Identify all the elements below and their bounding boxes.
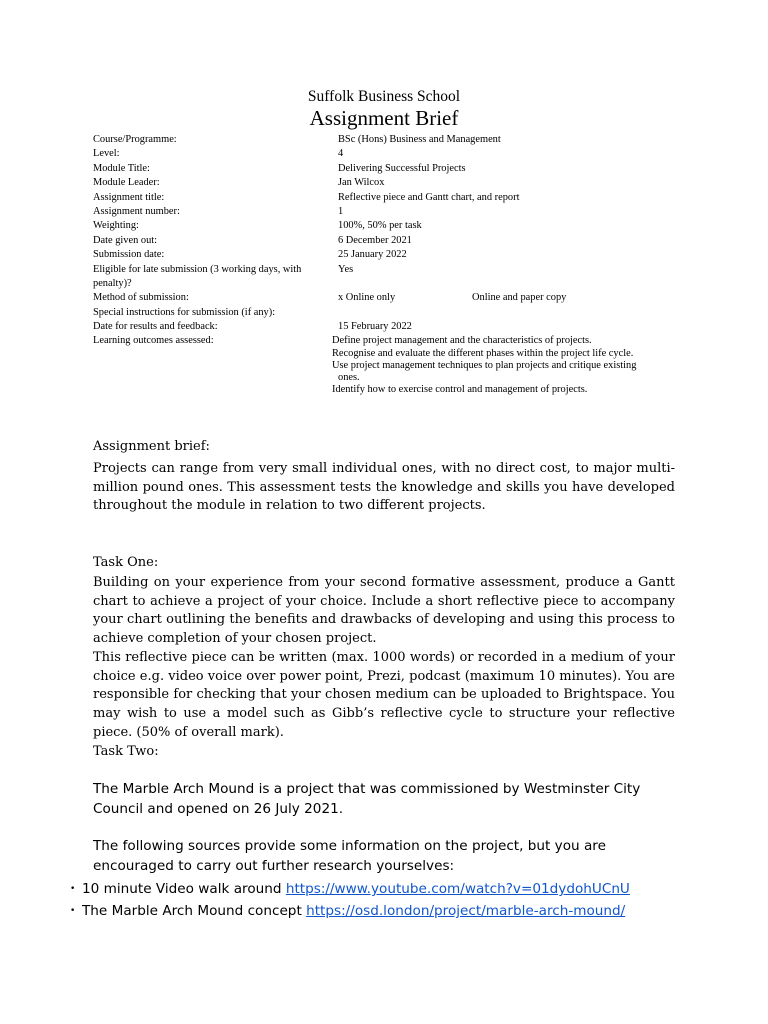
info-label: Level: [93,148,120,160]
learning-outcome-item: Recognise and evaluate the different phases within the project life cycle. [332,347,634,359]
info-value: Delivering Successful Projects [338,162,466,174]
info-label: Assignment title: [93,191,165,203]
assignment-brief-heading: Assignment brief: [93,439,210,454]
info-value: 4 [338,148,344,160]
info-label: Special instructions for submission (if any): [93,306,276,318]
info-row-late-submission [93,263,693,292]
info-row-level [93,147,693,161]
task-one-paragraph: This reflective piece can be written (max. 1000 words) or recorded in a medium of your choice e.g. video voice over power point, Prezi, podcast (maximum 10 minutes). You are responsible for checking that your chosen medium can be uploaded to Brightspace. You may wish to use a model such as Gibb’s reflective cycle to structure your reflective piece. (50% of overall mark). [93,649,675,740]
info-row-assignment-title [93,191,693,205]
info-row-method [93,291,693,305]
bullet-icon: • [70,884,76,894]
school-name: Suffolk Business School [307,88,461,105]
youtube-link[interactable]: https://www.youtube.com/watch?v=01dydohUCnU [285,881,630,897]
info-row-submission-date [93,248,693,262]
task-two-heading: Task Two: [93,744,159,759]
learning-outcome-item: Use project management techniques to plan projects and critique existing [332,359,637,371]
info-row-results-date [93,320,693,334]
document-title: Assignment Brief [309,106,459,130]
info-label: Method of submission: [93,292,189,304]
info-value: Reflective piece and Gantt chart, and report [338,191,520,203]
info-row-course [93,133,693,147]
info-value: 100%, 50% per task [338,220,422,232]
info-label: Module Leader: [93,177,160,189]
info-value: 6 December 2021 [338,234,412,246]
info-value: 1 [338,205,344,217]
info-row-special [93,306,693,320]
info-value: Yes [338,263,354,275]
learning-outcome-item: ones. [338,372,360,384]
task-two-paragraph: The Marble Arch Mound is a project that was commissioned by Westminster City Council and opened on 26 July 2021. [93,781,641,817]
info-label: Submission date: [93,249,165,261]
info-row-date-given [93,234,693,248]
task-one-paragraph: Building on your experience from your second formative assessment, produce a Gantt chart to achieve a project of your choice. Include a short reflective piece to accompany your chart outlining the benefits and drawbacks of developing and using this process to achieve completion of your chosen project. [93,575,675,647]
method-option-paper: Online and paper copy [472,292,567,304]
source-text: The Marble Arch Mound concept [82,903,307,919]
info-value: Jan Wilcox [338,177,385,189]
info-row-module-title [93,162,693,176]
assignment-brief-text [93,460,675,516]
learning-outcomes-list [332,335,672,396]
task-one-text [93,574,675,742]
source-list-item [70,881,630,897]
source-text: 10 minute Video walk around [82,881,286,897]
info-label: Module Title: [93,162,150,174]
source-list-item [70,903,625,919]
brief-paragraph: Projects can range from very small individual ones, with no direct cost, to major multi-million pound ones. This assessment tests the knowledge and skills you have developed throughout the module in relation to two different projects. [93,461,675,514]
info-label: Date for results and feedback: [93,321,218,333]
task-two-paragraph: The following sources provide some information on the project, but you are encouraged to carry out further research yourselves: [93,838,606,874]
info-label: Eligible for late submission (3 working days, with penalty)? [93,263,302,289]
info-label: Date given out: [93,234,158,246]
method-option-online: x Online only [338,292,396,304]
info-label: Learning outcomes assessed: [93,335,214,347]
info-label: Course/Programme: [93,134,177,145]
info-row-learning-outcomes [93,334,693,396]
bullet-icon: • [70,906,76,916]
info-row-assignment-number [93,205,693,219]
info-row-module-leader [93,176,693,190]
info-label: Assignment number: [93,205,180,217]
info-value: 15 February 2022 [338,321,412,333]
learning-outcome-item: Identify how to exercise control and management of projects. [332,384,588,396]
info-row-weighting [93,219,693,233]
learning-outcome-item: Define project management and the characteristics of projects. [332,335,592,347]
info-value: 25 January 2022 [338,249,407,261]
concept-link[interactable]: https://osd.london/project/marble-arch-mound/ [306,903,626,919]
info-label: Weighting: [93,220,139,232]
assignment-info-table [93,133,693,396]
task-one-heading: Task One: [93,555,159,570]
info-value: BSc (Hons) Business and Management [338,134,501,145]
